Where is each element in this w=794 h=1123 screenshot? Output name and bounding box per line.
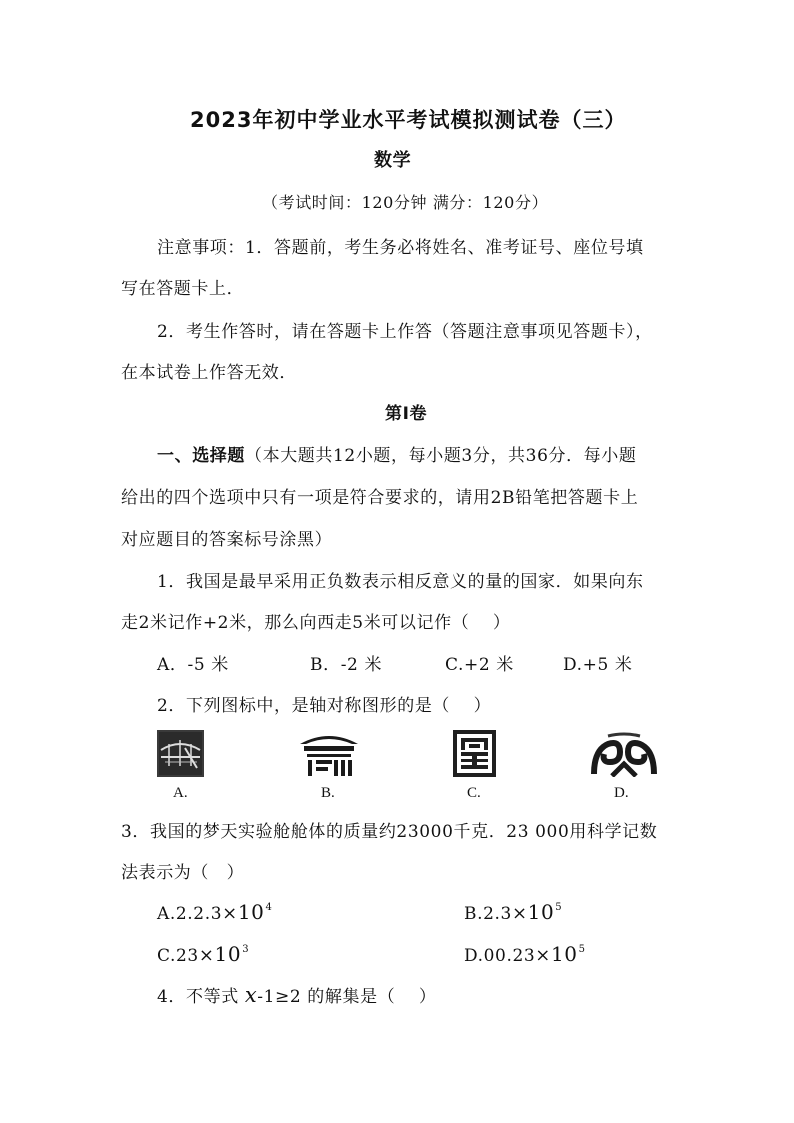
q2-caption-b: B. [321, 785, 335, 801]
note-1-line-2: 写在答题卡上． [121, 279, 245, 299]
q1-option-b: B．-2 米 [310, 655, 383, 675]
seal-logo-icon [453, 730, 496, 777]
q2-stem: 2．下列图标中，是轴对称图形的是（ ） [157, 696, 492, 716]
page-title: 2023年初中学业水平考试模拟测试卷（三） [190, 108, 627, 132]
q3-stem-line-2: 法表示为（ ） [121, 863, 245, 883]
section-intro-line-3: 对应题目的答案标号涂黑） [121, 530, 333, 550]
q1-stem-line-2: 走2米记作+2米，那么向西走5米可以记作（ ） [121, 613, 511, 633]
q3-option-c: $C.23\times 10^3$ [157, 942, 250, 966]
q2-caption-c: C. [467, 785, 481, 801]
q3-option-b: $B.2.3\times 10^5$ [464, 900, 563, 924]
q1-option-c: C.+2 米 [445, 655, 514, 675]
q1-option-a: A．-5 米 [157, 655, 229, 675]
swirl-logo-icon [590, 730, 658, 777]
volume-title: 第Ⅰ卷 [385, 404, 428, 424]
q4-stem: 4．不等式 x-1≥2 的解集是（ ） [157, 983, 437, 1007]
note-1-line-1: 注意事项：1．答题前，考生务必将姓名、准考证号、座位号填 [157, 238, 644, 258]
subject-title: 数学 [374, 150, 412, 171]
pavilion-logo-icon [298, 730, 360, 777]
q2-caption-d: D. [614, 785, 629, 801]
exam-info: （考试时间：120分钟 满分：120分） [262, 193, 549, 212]
section-intro-line-2: 给出的四个选项中只有一项是符合要求的，请用2B铅笔把答题卡上 [121, 488, 639, 508]
q1-stem-line-1: 1．我国是最早采用正负数表示相反意义的量的国家．如果向东 [157, 572, 644, 592]
q1-option-d: D.+5 米 [563, 655, 633, 675]
q3-option-a: $A.2.2.3\times 10^4$ [157, 900, 273, 924]
note-2-line-1: 2．考生作答时，请在答题卡上作答（答题注意事项见答题卡）， [157, 322, 653, 342]
note-2-line-2: 在本试卷上作答无效． [121, 363, 297, 383]
section-intro-line-1 [157, 441, 636, 466]
bridge-logo-icon [157, 730, 204, 777]
q2-caption-a: A. [173, 785, 188, 801]
section-desc: （本大题共12小题，每小题3分，共36分．每小题 [245, 446, 637, 466]
q3-option-d: $D.00.23\times 10^5$ [464, 942, 586, 966]
q3-stem-line-1: 3．我国的梦天实验舱舱体的质量约23000千克．23 000用科学记数 [121, 822, 658, 842]
section-label: 一、选择题 [157, 446, 245, 466]
